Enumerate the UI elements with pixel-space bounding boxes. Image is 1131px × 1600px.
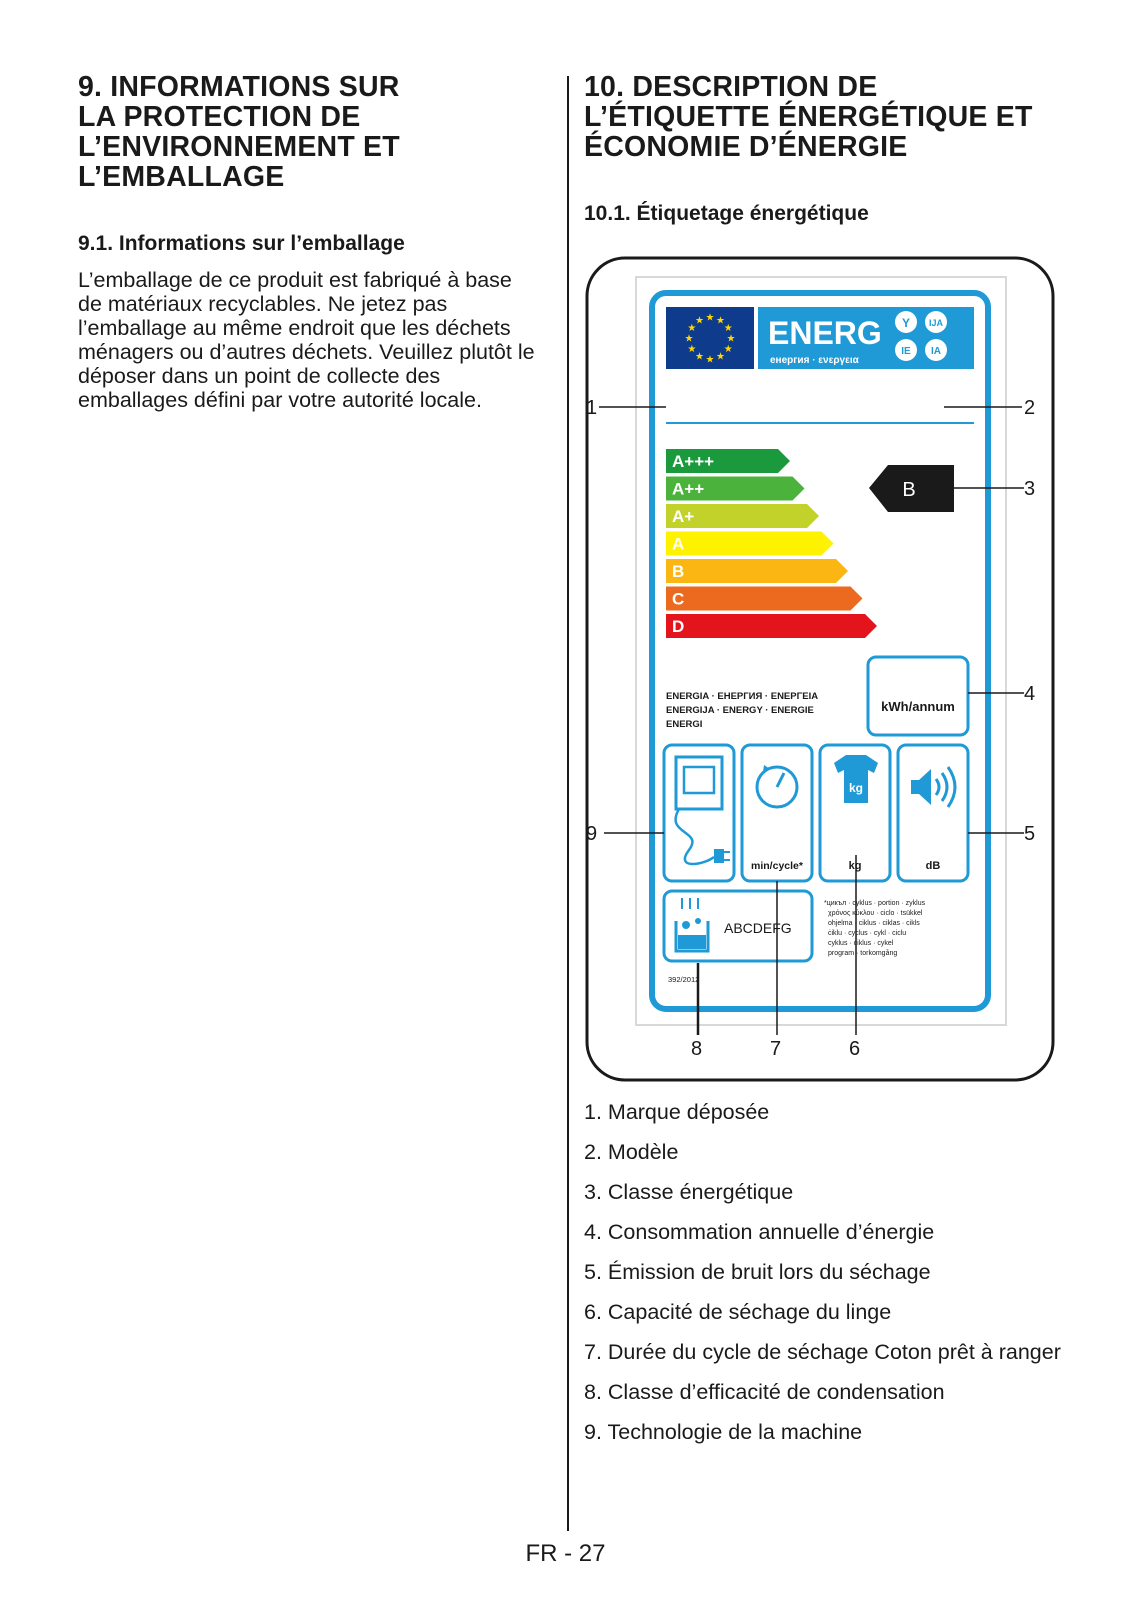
eu-star-icon: ★ [687,323,697,334]
badge-2: IJA [928,318,944,328]
badge-1: Y [901,316,911,330]
right-column [584,72,1064,226]
legend-item: 9. Technologie de la machine [584,1420,863,1444]
scale-bar-c [666,587,863,611]
shirt-kg-label: kg [848,781,864,795]
svg-text:ċiklu · cyclus · cykl · ciclu: ċiklu · cyclus · cykl · ciclu [828,930,907,937]
callout-8: 8 [691,1038,703,1060]
eu-star-icon: ★ [723,344,733,355]
svg-text:program · torkomgång: program · torkomgång [828,950,898,957]
section-10-heading: 10. DESCRIPTION DE L’ÉTIQUETTE ÉNERGÉTIQUE ET ÉCONOMIE D’ÉNERGIE [584,71,1033,163]
scale-label: A+++ [672,452,715,471]
eu-star-icon: ★ [695,351,704,363]
scale-bar-a [666,532,834,556]
scale-bar-b [666,559,848,583]
scale-label: C [672,589,685,609]
scale-bar-d [666,614,877,638]
scale-label: A [672,534,685,554]
scale-label: A+ [672,507,695,526]
eu-star-icon: ★ [684,333,694,345]
callout-2: 2 [1024,397,1036,419]
eu-star-icon: ★ [695,315,704,327]
packaging-paragraph: L’emballage de ce produit est fabriqué à base de matériaux recyclables. Ne jetez pas l’emballage au même endroit que les déchets ménagers ou d’autres déchets. Veuillez plutôt le déposer dans un point de collecte des emballages défini par votre autorité locale. [78,268,535,412]
column-divider [567,76,569,1531]
badge-4: IA [931,346,941,357]
scale-label: A++ [672,479,705,499]
svg-text:*цикъл · cyklus · portion · zy: *цикъл · cyklus · portion · zyklus [824,900,926,907]
eu-star-icon: ★ [716,351,725,363]
condensation-scale: ABCDEFG [724,920,792,936]
energy-words-line-3: ENERGI [666,719,703,730]
db-label: dB [925,860,941,872]
scale-label: D [672,617,685,636]
scale-label: B [672,562,685,581]
callout-6: 6 [849,1038,861,1060]
page-number: FR - 27 [525,1540,606,1567]
legend-item: 8. Classe d’efficacité de condensation [584,1380,945,1404]
svg-text:χρόνος κύκλου · ciclo · tsükke: χρόνος κύκλου · ciclo · tsükkel [828,910,923,917]
kwh-label: kWh/annum [881,699,955,714]
eu-star-icon: ★ [705,312,715,324]
callout-1: 1 [586,397,598,419]
eu-star-icon: ★ [723,323,733,334]
callout-9: 9 [586,823,598,845]
section-9-heading: 9. INFORMATIONS SUR LA PROTECTION DE L’ENVIRONNEMENT ET L’EMBALLAGE [78,71,400,193]
energy-label-figure [584,255,1056,1085]
eu-star-icon: ★ [726,333,736,345]
legend-item: 7. Durée du cycle de séchage Coton prêt à ranger [584,1340,1061,1364]
label-legend [584,1100,1064,1460]
selected-class-label: B [902,479,916,501]
legend-item: 5. Émission de bruit lors du séchage [584,1260,931,1284]
eu-star-icon: ★ [705,354,715,366]
legend-item: 3. Classe énergétique [584,1180,794,1204]
section-10-1-heading: 10.1. Étiquetage énergétique [584,202,869,225]
energy-words-line-1: ENERGIA · ЕНЕРГИЯ · ΕΝΕΡΓΕΙΑ [666,691,819,702]
regulation-number: 392/2012 [668,975,700,984]
energ-title: ENERG [768,315,882,351]
eu-star-icon: ★ [716,315,725,327]
cycle-label: min/cycle* [751,860,803,872]
callout-5: 5 [1024,823,1036,845]
energ-subtitle: енергия · ενεργεια [770,355,859,366]
legend-item: 2. Modèle [584,1140,679,1164]
badge-3: IE [901,346,911,357]
eu-star-icon: ★ [687,344,697,355]
legend-item: 4. Consommation annuelle d’énergie [584,1220,935,1244]
label-blue-frame [652,293,988,1009]
callout-3: 3 [1024,478,1036,500]
callout-7: 7 [770,1038,782,1060]
legend-item: 6. Capacité de séchage du linge [584,1300,892,1324]
left-column [78,72,540,412]
legend-item: 1. Marque déposée [584,1100,770,1124]
callout-4: 4 [1024,683,1036,705]
kg-label: kg [848,860,862,872]
svg-text:ohjelma · ciklus · ciklas · ci: ohjelma · ciklus · ciklas · cikls [828,920,920,927]
section-9-1-heading: 9.1. Informations sur l’emballage [78,232,405,255]
energy-words-line-2: ENERGIJA · ENERGY · ENERGIE [666,705,814,716]
svg-text:cyklus · ciklus · cykel: cyklus · ciklus · cykel [828,940,894,947]
